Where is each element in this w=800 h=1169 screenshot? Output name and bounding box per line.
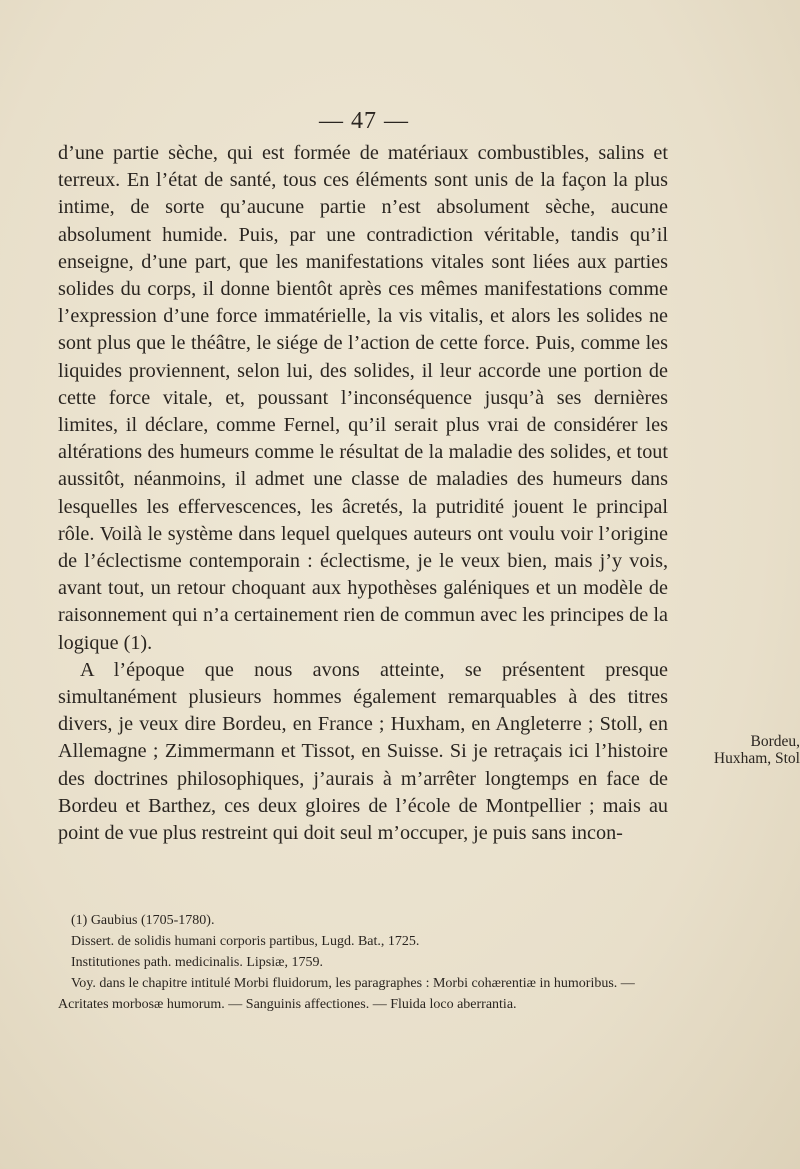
- margin-note-line-2: Huxham, Stol: [713, 750, 800, 767]
- paragraph-2: A l’époque que nous avons atteinte, se présentent presque simultanément plusieurs hommes également remarquables à des titres divers, je veux dire Bordeu, en France ; Huxham, en Angleterre ; Stoll, en Allemagne ; Zimmermann et Tissot, en Suisse. Si je retraçais ici l’histoire des doctrines philosophiques, j’aurais à m’arrêter longtemps en face de Bordeu et Barthez, ces deux gloires de l’école de Montpellier ; mais au point de vue plus restreint qui doit seul m’occuper, je puis sans incon-: [58, 658, 668, 845]
- footnote-line-1: (1) Gaubius (1705-1780).: [71, 913, 215, 928]
- margin-note-line-1: Bordeu,: [750, 733, 800, 750]
- footnote-line-3: Institutiones path. medicinalis. Lipsiæ, 1759.: [71, 955, 323, 970]
- page-number: — 47 —: [319, 108, 409, 134]
- main-text: [58, 140, 668, 847]
- footnotes: [58, 910, 668, 1015]
- footnote-line-4: Voy. dans le chapitre intitulé Morbi fluidorum, les paragraphes : Morbi cohærentiæ in humoribus. — Acritates morbosæ humorum. — Sanguinis affectiones. — Fluida loco aberrantia.: [58, 976, 635, 1012]
- paragraph-1: d’une partie sèche, qui est formée de matériaux combustibles, salins et terreux. En l’état de santé, tous ces éléments sont unis de la façon la plus intime, de sorte qu’aucune partie n’est absolument sèche, aucune absolument humide. Puis, par une contradiction véritable, tandis qu’il enseigne, d’une part, que les manifestations vitales sont liées aux parties solides du corps, il donne bientôt après ces mêmes manifestations comme l’expression d’une force immatérielle, la vis vitalis, et alors les solides ne sont plus que le théâtre, le siége de l’action de cette force. Puis, comme les liquides proviennent, selon lui, des solides, il leur accorde une portion de cette force vitale, et, poussant l’inconséquence jusqu’à ses dernières limites, il déclare, comme Fernel, qu’il serait plus vrai de considérer les altérations des humeurs comme le résultat de la maladie des solides, et tout aussitôt, néanmoins, il admet une classe de maladies des humeurs dans lesquelles les effervescences, les âcretés, la putridité jouent le principal rôle. Voilà le système dans lequel quelques auteurs ont voulu voir l’origine de l’éclectisme contemporain : éclectisme, je le veux bien, mais j’y vois, avant tout, un retour choquant aux hypothèses galéniques et un modèle de raisonnement qui n’a certainement rien de commun avec les principes de la logique (1).: [58, 142, 668, 654]
- margin-note: [692, 733, 800, 767]
- footnote-line-2: Dissert. de solidis humani corporis partibus, Lugd. Bat., 1725.: [71, 934, 420, 949]
